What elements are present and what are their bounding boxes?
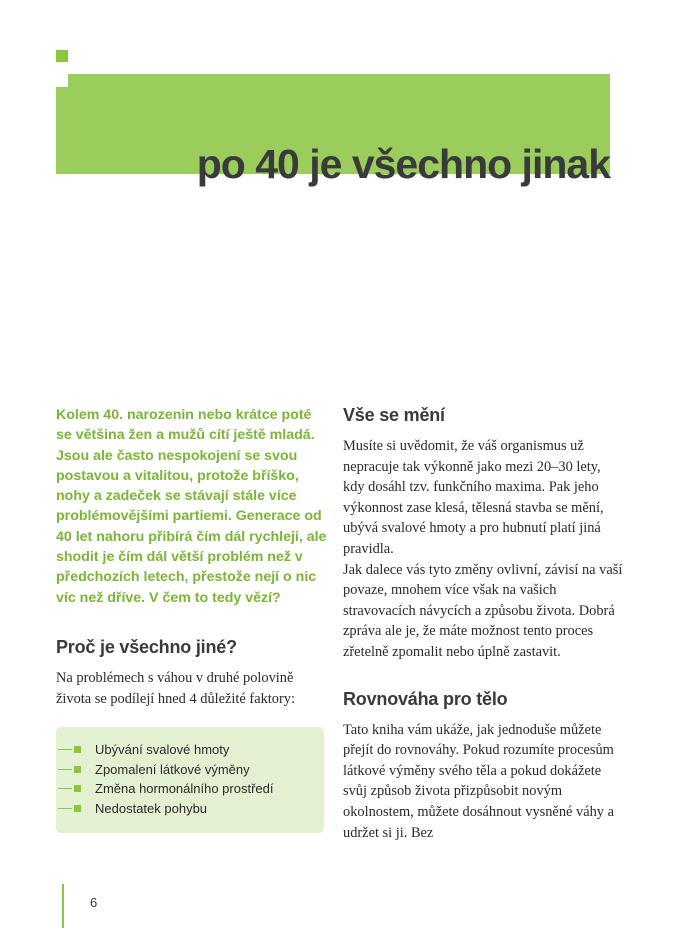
- factor-label: Zpomalení látkové výměny: [95, 761, 250, 777]
- left-column: [56, 405, 328, 833]
- section-why-text: Na problémech s váhou v druhé polovině života se podílejí hned 4 důležité faktory:: [56, 669, 295, 707]
- chapter-title: po 40 je všechno jinak: [196, 141, 610, 187]
- factor-item: [56, 799, 324, 819]
- section-change-text-1: Musíte si uvědomit, že váš organismus už nepracuje tak výkonně jako mezi 20–30 lety, kdy dosáhl tzv. funkčního maxima. Pak jeho výkonnost zase klesá, tělesná stavba se mění, ubývá svalové hmoty a pro hubnutí platí jiná pravidla.: [343, 438, 604, 557]
- bullet-line: [58, 749, 72, 750]
- intro-paragraph: Kolem 40. narozenin nebo krátce poté se většina žen a mužů cítí ještě mladá. Jsou ale často nespokojení se svou postavou a vitalitou, protože bříško, nohy a zadeček se stávají stále více problémovějšími partiemi. Generace od 40 let nahoru přibírá čím dál rychleji, ale shodit je čím dál větší problém než v předchozích letech, přestože nejí o nic víc než dříve. V čem to tedy vězí?: [56, 407, 327, 606]
- section-heading-balance: Rovnováha pro tělo: [343, 688, 508, 709]
- section-heading-change: Vše se mění: [343, 405, 445, 425]
- section-balance-text: Tato kniha vám ukáže, jak jednoduše můžete přejít do rovnováhy. Pokud rozumíte procesům látkové výměny svého těla a pokud dokážete svůj způsob života přizpůsobit novým okolnostem, můžete dosáhnout vysněné váhy a udržet si ji. Bez: [343, 721, 614, 841]
- factors-box: [56, 727, 324, 833]
- bullet-square-icon: [74, 766, 81, 773]
- bullet-square-icon: [74, 785, 81, 792]
- factor-label: Ubývání svalové hmoty: [95, 742, 230, 758]
- right-column: [343, 405, 623, 843]
- factor-label: Změna hormonálního prostředí: [95, 781, 274, 797]
- corner-gap: [56, 74, 68, 87]
- factor-item: [56, 779, 324, 799]
- section-change-text-2: Jak dalece vás tyto změny ovlivní, závisí na vaší povaze, mnohem více však na vašich stravovacích návycích a způsobu života. Dobrá zpráva ale je, že máte možnost tento proces zřetelně zpomalit nebo úplně zastavit.: [343, 561, 623, 660]
- corner-marker: [56, 50, 68, 62]
- footer-rule: [62, 884, 64, 928]
- page-number: 6: [90, 895, 98, 910]
- bullet-line: [58, 769, 72, 770]
- bullet-line: [58, 788, 72, 789]
- factor-label: Nedostatek pohybu: [95, 800, 208, 816]
- bullet-line: [58, 808, 72, 809]
- factor-item: [56, 760, 324, 780]
- bullet-square-icon: [74, 746, 81, 753]
- factor-item: [56, 740, 324, 760]
- section-heading-why: Proč je všechno jiné?: [56, 636, 237, 657]
- bullet-square-icon: [74, 805, 81, 812]
